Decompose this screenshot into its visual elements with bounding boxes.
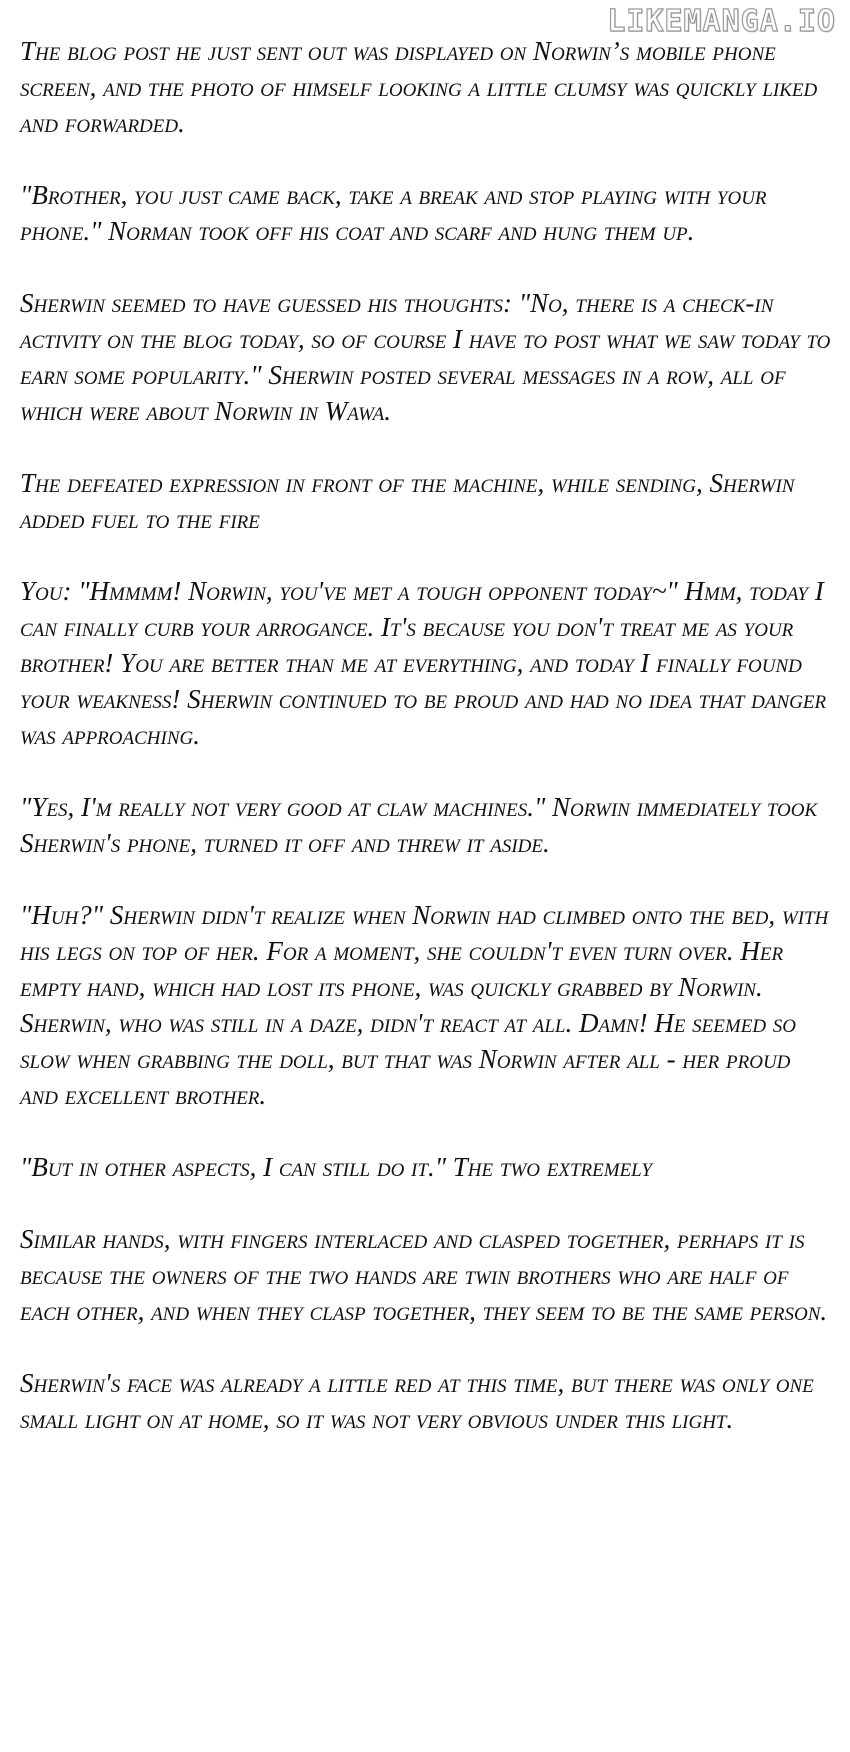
paragraph-3: Sherwin seemed to have guessed his thoughts: "No, there is a check-in activity on the blog today, so of course I have to post what we saw today to earn some popularity." Sherwin posted several messages in a row, all of which were about Norwin in Wawa. — [20, 288, 831, 426]
paragraph-2: "Brother, you just came back, take a break and stop playing with your phone." Norman took off his coat and scarf and hung them up. — [20, 180, 767, 246]
watermark-logo: LIKEMANGA.IO — [607, 4, 836, 39]
paragraph-7: "Huh?" Sherwin didn't realize when Norwin had climbed onto the bed, with his legs on top of her. For a moment, she couldn't even turn over. Her empty hand, which had lost its phone, was quickly grabbed by Norwin. Sherwin, who was still in a daze, didn't react at all. Damn! He seemed so slow when grabbing the doll, but that was Norwin after all - her proud and excellent brother. — [20, 900, 829, 1110]
paragraph-10: Sherwin's face was already a little red at this time, but there was only one small light on at home, so it was not very obvious under this light. — [20, 1368, 814, 1434]
paragraph-4: The defeated expression in front of the machine, while sending, Sherwin added fuel to the fire — [20, 468, 795, 534]
story-text — [20, 33, 832, 1473]
paragraph-6: "Yes, I'm really not very good at claw machines." Norwin immediately took Sherwin's phone, turned it off and threw it aside. — [20, 792, 818, 858]
paragraph-1: The blog post he just sent out was displayed on Norwin’s mobile phone screen, and the photo of himself looking a little clumsy was quickly liked and forwarded. — [20, 36, 818, 138]
paragraph-9: Similar hands, with fingers interlaced and clasped together, perhaps it is because the owners of the two hands are twin brothers who are half of each other, and when they clasp together, they seem to be the same person. — [20, 1224, 828, 1326]
paragraph-8: "But in other aspects, I can still do it." The two extremely — [20, 1152, 652, 1182]
paragraph-5: You: "Hmmmm! Norwin, you've met a tough opponent today~" Hmm, today I can finally curb your arrogance. It's because you don't treat me as your brother! You are better than me at everything, and today I finally found your weakness! Sherwin continued to be proud and had no idea that danger was approaching. — [20, 576, 827, 750]
